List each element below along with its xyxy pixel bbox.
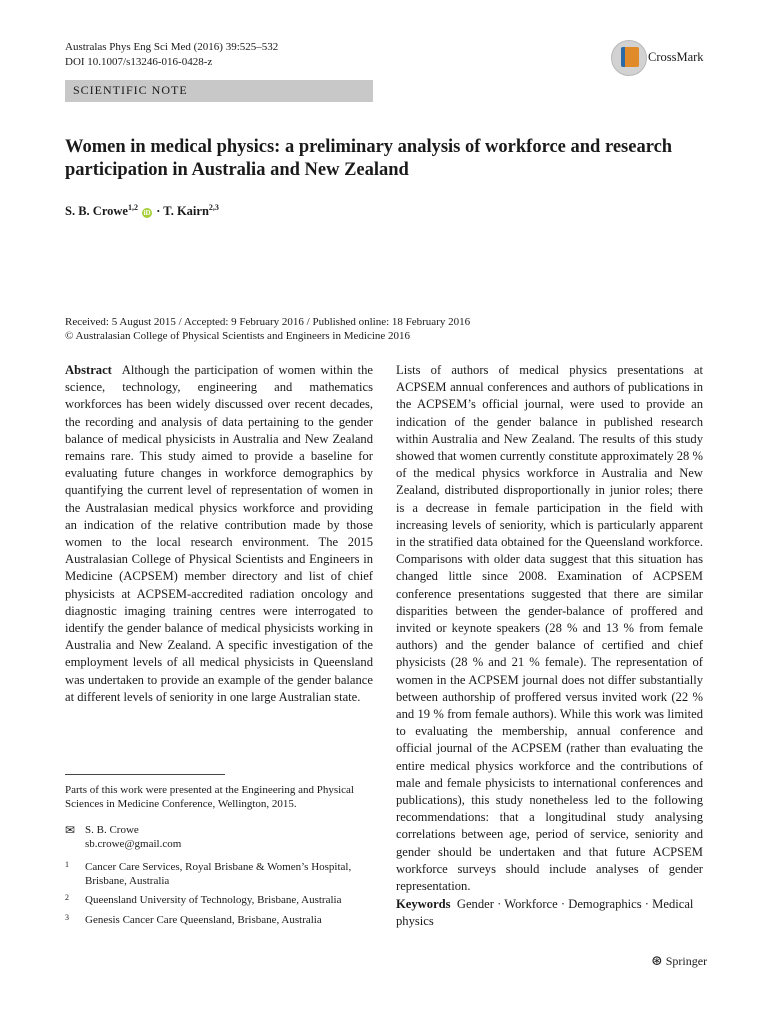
author-name[interactable]: T. Kairn [163, 204, 209, 219]
doi[interactable]: DOI 10.1007/s13246-016-0428-z [65, 56, 213, 68]
presentation-footnote: Parts of this work were presented at the Engineering and Physical Sciences in Medicine Conference, Wellington, 2015. [65, 784, 354, 810]
article-dates [65, 315, 705, 343]
orcid-icon[interactable]: iD [143, 209, 151, 218]
affiliation-text: Queensland University of Technology, Brisbane, Australia [85, 894, 342, 906]
author-separator: · [153, 204, 164, 219]
affiliation-marker: 2,3 [208, 203, 219, 212]
affiliation-number: 3 [65, 913, 69, 922]
abstract-heading: Abstract [65, 363, 112, 377]
correspondence-name: S. B. Crowe [85, 824, 139, 836]
keywords [396, 896, 703, 930]
crossmark-label: CrossMark [648, 50, 704, 64]
affiliation-number: 1 [65, 860, 69, 869]
journal-citation: Australas Phys Eng Sci Med (2016) 39:525–532 [65, 41, 279, 53]
crossmark-icon [611, 40, 647, 76]
copyright-line: © Australasian College of Physical Scientists and Engineers in Medicine 2016 [65, 330, 411, 342]
abstract-text: Lists of authors of medical physics presentations at ACPSEM annual conferences and authors of publications in the ACPSEM’s official journal, were used to provide an indication of the gender balance in published research within Australia and New Zealand. The results of this study showed that women currently constitute approximately 28 % of the medical physics workforce in Australia and New Zealand, distributed disproportionally in junior roles; there is a decrease in female participation in the field with increasing levels of seniority, which is particularly apparent in the stratified data obtained for the Queensland workforce. Comparisons with older data suggest that this situation has changed little since 2008. Examination of ACPSEM conference presentations suggested that there are similar disparities between the gender-balance of proffered and invited or keynote speakers (28 % and 13 % from female authors) and the gender balance of certified and chief physicists (28 % and 21 % female). The representation of women in the ACPSEM journal does not differ substantially between authorship of proffered versus invited work (22 % and 19 % from female authors). While this work was limited to evaluating the membership, annual conference and official journal of the ACPSEM (rather than evaluating the entire medical physics workforce and the contributions of male and female physicists to international conferences and publications), this study nonetheless led to the following recommendations: that a longitudinal study analysing correlations between age, period of service, seniority and gender should be undertaken and that future ACPSEM workforce surveys should include analyses of gender representation. [396, 363, 703, 894]
abstract-right-column [396, 362, 703, 895]
footnote-divider [65, 774, 225, 775]
affiliation-text: Genesis Cancer Care Queensland, Brisbane, Australia [85, 914, 322, 926]
envelope-icon: ✉ [65, 823, 76, 837]
history-line: Received: 5 August 2015 / Accepted: 9 February 2016 / Published online: 18 February 2016 [65, 316, 471, 328]
section-label: SCIENTIFIC NOTE [73, 83, 188, 97]
correspondence-email[interactable]: sb.crowe@gmail.com [85, 838, 182, 850]
crossmark-badge[interactable] [611, 40, 726, 78]
article-title: Women in medical physics: a preliminary analysis of workforce and research participation in Australia and New Zealand [65, 137, 673, 180]
publisher-footer[interactable] [651, 953, 707, 970]
affiliation-number: 2 [65, 893, 69, 902]
keywords-list: Gender · Workforce · Demographics · Medical physics [396, 897, 694, 928]
keywords-heading: Keywords [396, 897, 451, 911]
affiliation-text: Cancer Care Services, Royal Brisbane & Women’s Hospital, Brisbane, Australia [85, 861, 352, 887]
author-list [65, 203, 219, 219]
affiliation-marker: 1,2 [127, 203, 138, 212]
section-banner [65, 80, 373, 102]
abstract-left-column [65, 362, 373, 706]
springer-horse-icon: ⊛ [651, 954, 663, 969]
abstract-text: Although the participation of women within the science, technology, engineering and mathematics workforces has been widely discussed over recent decades, the recording and analysis of data pertaining to the gender balance of medical physicists in Australia and New Zealand remains rare. This study aimed to provide a baseline for evaluating future changes in workforce demographics by quantifying the current level of representation of women in the Australasian medical physics workforce and providing an indication of the relative contribution made by those women to the local research environment. The 2015 Australasian College of Physical Scientists and Engineers in Medicine (ACPSEM) member directory and list of chief physicists at ACPSEM-accredited radiation oncology and diagnostic imaging training centres were interrogated to identify the gender balance of medical physicists working in Australia and New Zealand. A specific investigation of the employment levels of all medical physicists in Queensland was undertaken to provide an example of the gender balance at different levels of seniority in one large Australian state. [65, 363, 373, 704]
author-name[interactable]: S. B. Crowe [65, 204, 128, 219]
publisher-name: Springer [665, 954, 708, 968]
